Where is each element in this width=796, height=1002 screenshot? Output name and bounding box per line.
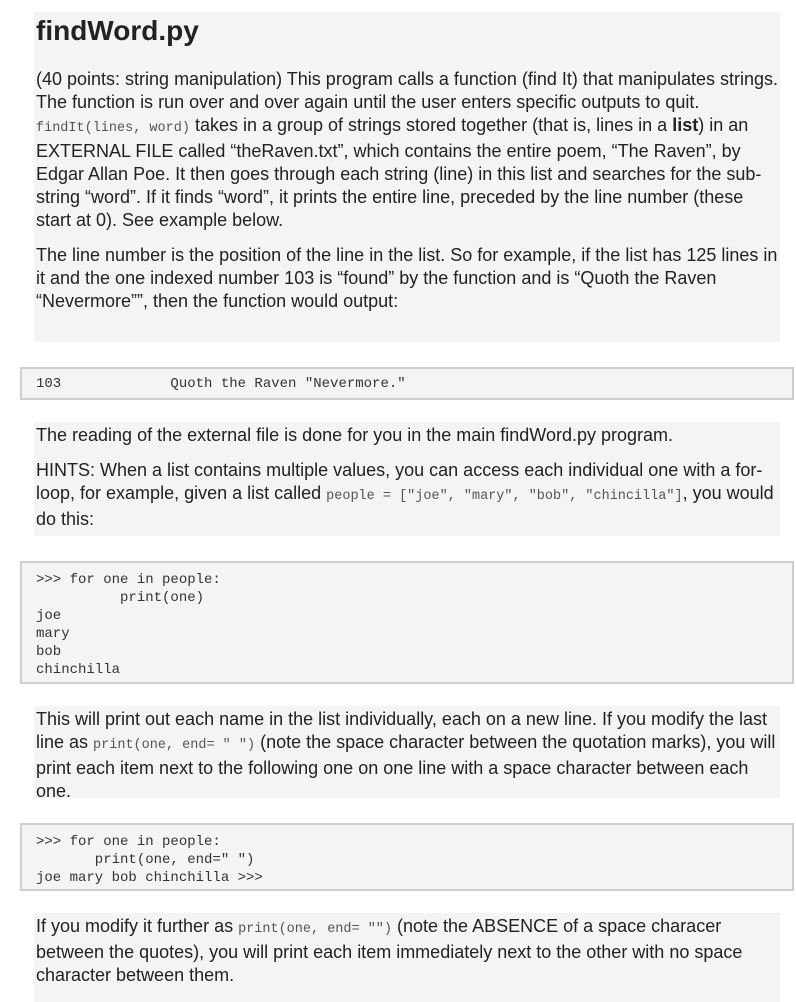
findit-paragraph [34, 114, 780, 232]
findit-bold-list: list [672, 115, 699, 135]
code-block-end-space [20, 823, 794, 891]
example-output-box [20, 367, 794, 400]
intro-paragraph: (40 points: string manipulation) This program calls a function (find It) that manipulates strings. The function is run over and over again until the user enters specific outputs to quit. [36, 69, 779, 112]
code-block-end-space-text: >>> for one in people: print(one, end=" ") joe mary bob chinchilla >>> [36, 834, 263, 886]
hints-section [34, 422, 780, 536]
absence-code: print(one, end= "") [238, 922, 393, 937]
absence-text-a: If you modify it further as [36, 916, 239, 936]
hints-text-a: HINTS: When a list contains multiple values, you can access each individual one with a for-loop, for example, given a list called [36, 460, 763, 503]
reading-paragraph: The reading of the external file is done for you in the main findWord.py program. [36, 425, 674, 445]
print-code: print(one, end= " ") [93, 738, 256, 753]
findit-text-b: ) in an EXTERNAL FILE called “theRaven.txt”, which contains the entire poem, “The Raven”, by Edgar Allan Poe. It then goes through each string (line) in this list and searches for the sub-string “word”. If it finds “word”, it prints the entire line, preceded by the line number (these start at 0). See example below. [36, 115, 762, 230]
code-block-loop-text: >>> for one in people: print(one) joe mary bob chinchilla [36, 572, 221, 678]
print-section [34, 706, 780, 801]
absence-paragraph [34, 913, 780, 987]
page-title: findWord.py [36, 15, 199, 46]
print-paragraph [34, 706, 780, 803]
findit-code: findIt(lines, word) [36, 121, 190, 136]
code-block-loop [20, 561, 794, 684]
absence-section [34, 913, 780, 1002]
hints-paragraph [34, 459, 780, 531]
print-text-a: This will print out each name in the list individually, each on a new line. If you modify the last line as [36, 709, 768, 752]
print-text-b: (note the space character between the quotation marks), you will print each item next to the following one on one line with a space character between each one. [36, 732, 776, 801]
example-output-code: 103 Quoth the Raven "Nevermore." [36, 376, 406, 392]
absence-text-b: (note the ABSENCE of a space characer between the quotes), you will print each item immediately next to the other with no space character between them. [36, 916, 743, 985]
intro-section [34, 12, 780, 342]
line-number-paragraph: The line number is the position of the line in the list. So for example, if the list has 125 lines in it and the one indexed number 103 is “found” by the function and is “Quoth the Raven “Nevermore””, then the function would output: [36, 245, 778, 311]
hints-code: people = ["joe", "mary", "bob", "chincilla"] [326, 489, 683, 504]
hints-text-b: , you would do this: [36, 483, 774, 529]
findit-text-a: takes in a group of strings stored together (that is, lines in a [189, 115, 673, 135]
